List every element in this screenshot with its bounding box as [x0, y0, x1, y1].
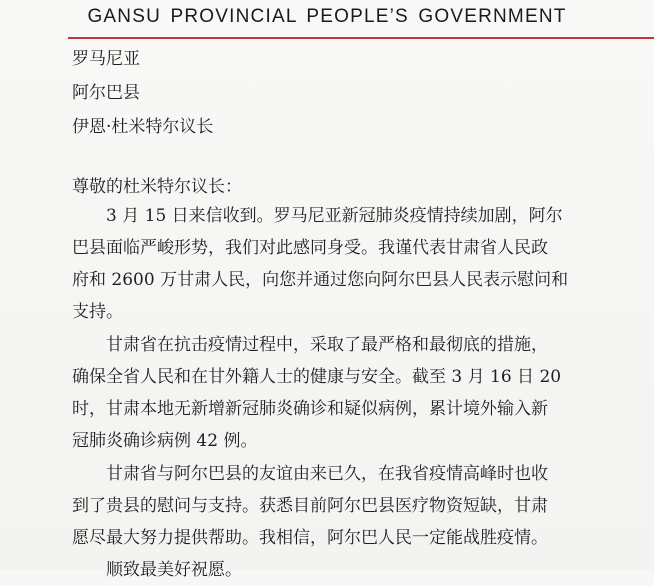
paragraph-line: 巴县面临严峻形势，我们对此感同身受。我谨代表甘肃省人民政 — [72, 238, 548, 258]
recipient-county: 阿尔巴县 — [72, 83, 140, 103]
letterhead-red-rule — [68, 37, 654, 39]
paragraph-line: 时，甘肃本地无新增新冠肺炎确诊和疑似病例，累计境外输入新 — [72, 399, 548, 419]
paragraph-1 — [72, 200, 568, 328]
letterhead-title: GANSU PROVINCIAL PEOPLE’S GOVERNMENT — [87, 6, 567, 27]
recipient-name: 伊恩·杜米特尔议长 — [72, 117, 214, 137]
paragraph-2 — [72, 329, 561, 457]
recipient-country: 罗马尼亚 — [72, 49, 140, 69]
paragraph-line: 到了贵县的慰问与支持。获悉目前阿尔巴县医疗物资短缺，甘肃 — [72, 496, 548, 516]
paragraph-line: 顺致最美好祝愿。 — [106, 560, 242, 580]
paragraph-line: 确保全省人民和在甘外籍人士的健康与安全。截至 3 月 16 日 20 — [72, 367, 562, 387]
paragraph-line: 愿尽最大努力提供帮助。我相信，阿尔巴人民一定能战胜疫情。 — [72, 528, 548, 548]
paragraph-line: 冠肺炎确诊病例 42 例。 — [72, 431, 258, 451]
paragraph-line: 甘肃省在抗击疫情过程中，采取了最严格和最彻底的措施， — [106, 335, 548, 355]
salutation: 尊敬的杜米特尔议长： — [72, 177, 242, 197]
paragraph-3 — [72, 458, 548, 586]
paragraph-line: 府和 2600 万甘肃人民，向您并通过您向阿尔巴县人民表示慰问和 — [72, 270, 569, 290]
paragraph-line: 3 月 15 日来信收到。罗马尼亚新冠肺炎疫情持续加剧，阿尔 — [106, 206, 563, 226]
paragraph-line: 支持。 — [72, 302, 123, 322]
paragraph-line: 甘肃省与阿尔巴县的友谊由来已久，在我省疫情高峰时也收 — [106, 464, 548, 484]
